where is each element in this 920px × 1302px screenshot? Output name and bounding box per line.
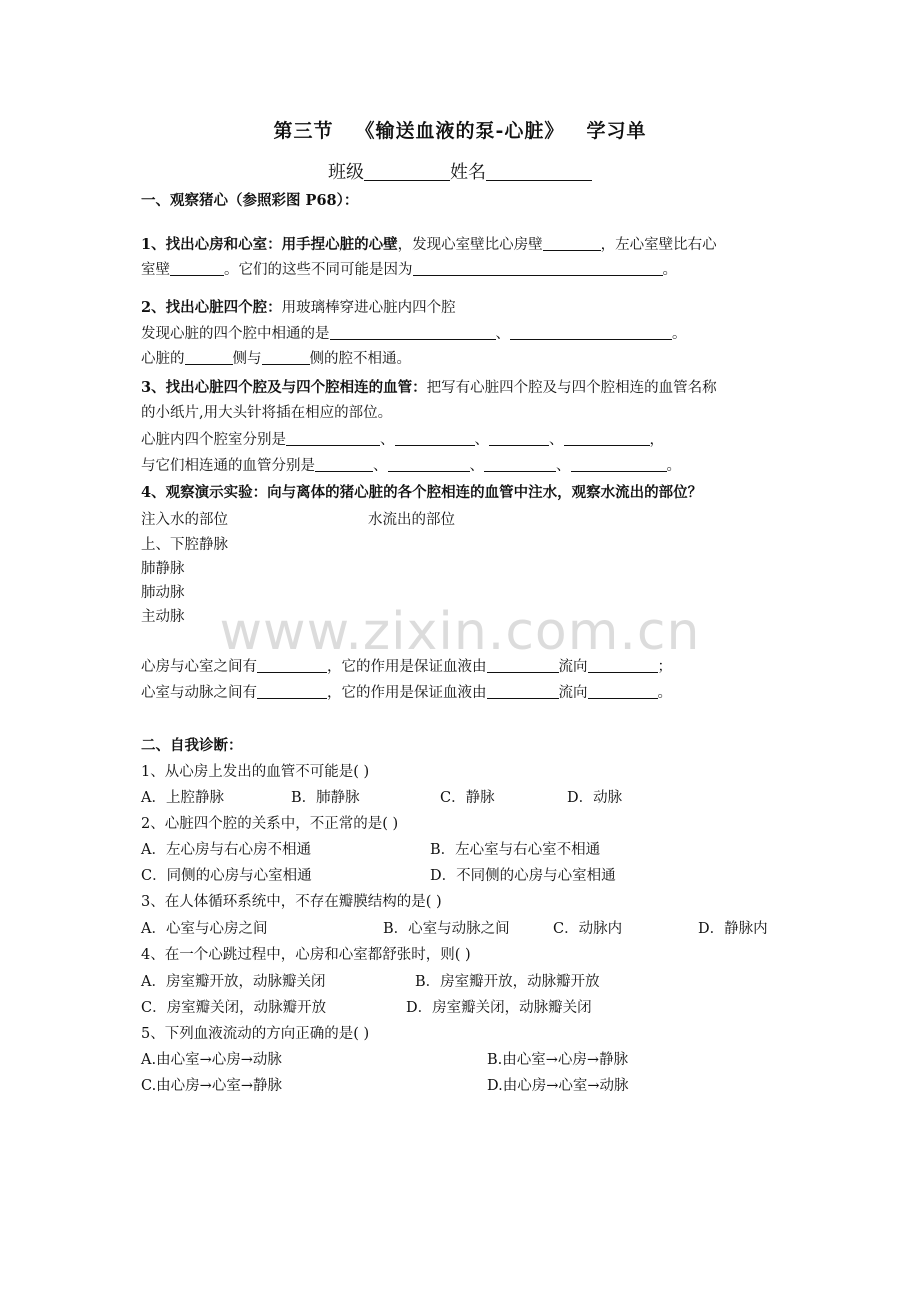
blank[interactable]	[170, 261, 224, 276]
blank[interactable]	[388, 457, 470, 472]
blank[interactable]	[286, 431, 380, 446]
s2-q5-option[interactable]: C.由心房→心室→静脉	[141, 1078, 282, 1094]
blank[interactable]	[257, 684, 327, 699]
q4-row: 主动脉	[141, 609, 185, 625]
q4-heading: 4、观察演示实验：向与离体的猪心脏的各个腔相连的血管中注水，观察水流出的部位？	[141, 484, 703, 501]
s2-q4-option[interactable]: A．房室瓣开放，动脉瓣关闭	[141, 974, 326, 990]
q3-line1: 3、找出心脏四个腔及与四个腔相连的血管：把写有心脏四个腔及与四个腔相连的血管名称	[141, 379, 717, 396]
blank[interactable]	[543, 236, 601, 251]
blank[interactable]	[395, 431, 475, 446]
s2-q1-option[interactable]: C．静脉	[440, 790, 495, 806]
q3-line3: 心脏内四个腔室分别是 、 、 、 ，	[141, 432, 664, 448]
s2-q2: 2、心脏四个腔的关系中，不正常的是( )	[141, 816, 399, 832]
s2-q2-option[interactable]: C．同侧的心房与心室相通	[141, 868, 312, 884]
page-title: 第三节 《输送血液的泵-心脏》 学习单	[273, 120, 647, 142]
q3-line4: 与它们相连通的血管分别是 、 、 、 。	[141, 458, 681, 474]
class-label: 班级	[328, 162, 364, 183]
s2-q2-option[interactable]: B．左心室与右心室不相通	[430, 842, 601, 858]
s2-q4-option[interactable]: D．房室瓣关闭，动脉瓣关闭	[406, 1000, 592, 1016]
blank[interactable]	[510, 325, 672, 340]
class-blank[interactable]	[364, 162, 450, 181]
q3-line2: 的小纸片,用大头针将插在相应的部位。	[141, 405, 393, 421]
q4-row: 肺静脉	[141, 561, 185, 577]
blank[interactable]	[484, 457, 556, 472]
s2-q5: 5、下列血液流动的方向正确的是( )	[141, 1026, 370, 1042]
s2-q4-option[interactable]: C．房室瓣关闭，动脉瓣开放	[141, 1000, 327, 1016]
q2-line1: 2、找出心脏四个腔：用玻璃棒穿进心脏内四个腔	[141, 299, 456, 316]
name-label: 姓名	[450, 162, 486, 183]
s2-q4: 4、在一个心跳过程中，心房和心室都舒张时，则( )	[141, 947, 471, 963]
blank[interactable]	[571, 457, 667, 472]
class-name-line	[0, 158, 920, 184]
q2-line3: 心脏的 侧与 侧的腔不相通。	[141, 351, 411, 367]
s2-q3-option[interactable]: C．动脉内	[553, 921, 623, 937]
s2-q1-option[interactable]: D．动脉	[567, 790, 623, 806]
valve-line2: 心室与动脉之间有 ，它的作用是保证血液由 流向 。	[141, 685, 672, 701]
blank[interactable]	[564, 431, 650, 446]
s2-q1-option[interactable]: B．肺静脉	[291, 790, 360, 806]
s2-q3-option[interactable]: A．心室与心房之间	[141, 921, 268, 937]
watermark: www.zixin.com.cn	[219, 602, 701, 662]
valve-line1: 心房与心室之间有 ，它的作用是保证血液由 流向 ；	[141, 659, 672, 675]
s2-q3: 3、在人体循环系统中，不存在瓣膜结构的是( )	[141, 894, 442, 910]
s2-q2-option[interactable]: A．左心房与右心房不相通	[141, 842, 311, 858]
blank[interactable]	[588, 684, 658, 699]
s2-q3-option[interactable]: B．心室与动脉之间	[383, 921, 510, 937]
q4-row: 肺动脉	[141, 585, 185, 601]
q4-col-left: 注入水的部位	[141, 512, 228, 528]
blank[interactable]	[413, 261, 663, 276]
blank[interactable]	[489, 431, 549, 446]
q1-line2: 室壁 。它们的这些不同可能是因为 。	[141, 262, 677, 278]
blank[interactable]	[330, 325, 496, 340]
s2-q1: 1、从心房上发出的血管不可能是( )	[141, 764, 370, 780]
blank[interactable]	[487, 684, 559, 699]
q2-line2: 发现心脏的四个腔中相通的是 、 。	[141, 326, 687, 342]
blank[interactable]	[315, 457, 373, 472]
s2-q2-option[interactable]: D．不同侧的心房与心室相通	[430, 868, 616, 884]
s2-q3-option[interactable]: D．静脉内	[698, 921, 768, 937]
section1-heading: 一、观察猪心（参照彩图 P68）：	[141, 192, 359, 209]
s2-q5-option[interactable]: D.由心房→心室→动脉	[487, 1078, 629, 1094]
name-blank[interactable]	[486, 162, 592, 181]
blank[interactable]	[185, 350, 233, 365]
s2-q1-option[interactable]: A．上腔静脉	[141, 790, 224, 806]
q4-col-right: 水流出的部位	[368, 512, 455, 528]
s2-q5-option[interactable]: B.由心室→心房→静脉	[487, 1052, 629, 1068]
blank[interactable]	[262, 350, 310, 365]
q4-row: 上、下腔静脉	[141, 537, 228, 553]
s2-q5-option[interactable]: A.由心室→心房→动脉	[141, 1052, 282, 1068]
s2-q4-option[interactable]: B．房室瓣开放，动脉瓣开放	[415, 974, 600, 990]
q1-line1: 1、找出心房和心室：用手捏心脏的心壁，发现心室壁比心房壁 ，左心室壁比右心	[141, 236, 717, 253]
section2-heading: 二、自我诊断：	[141, 737, 243, 754]
